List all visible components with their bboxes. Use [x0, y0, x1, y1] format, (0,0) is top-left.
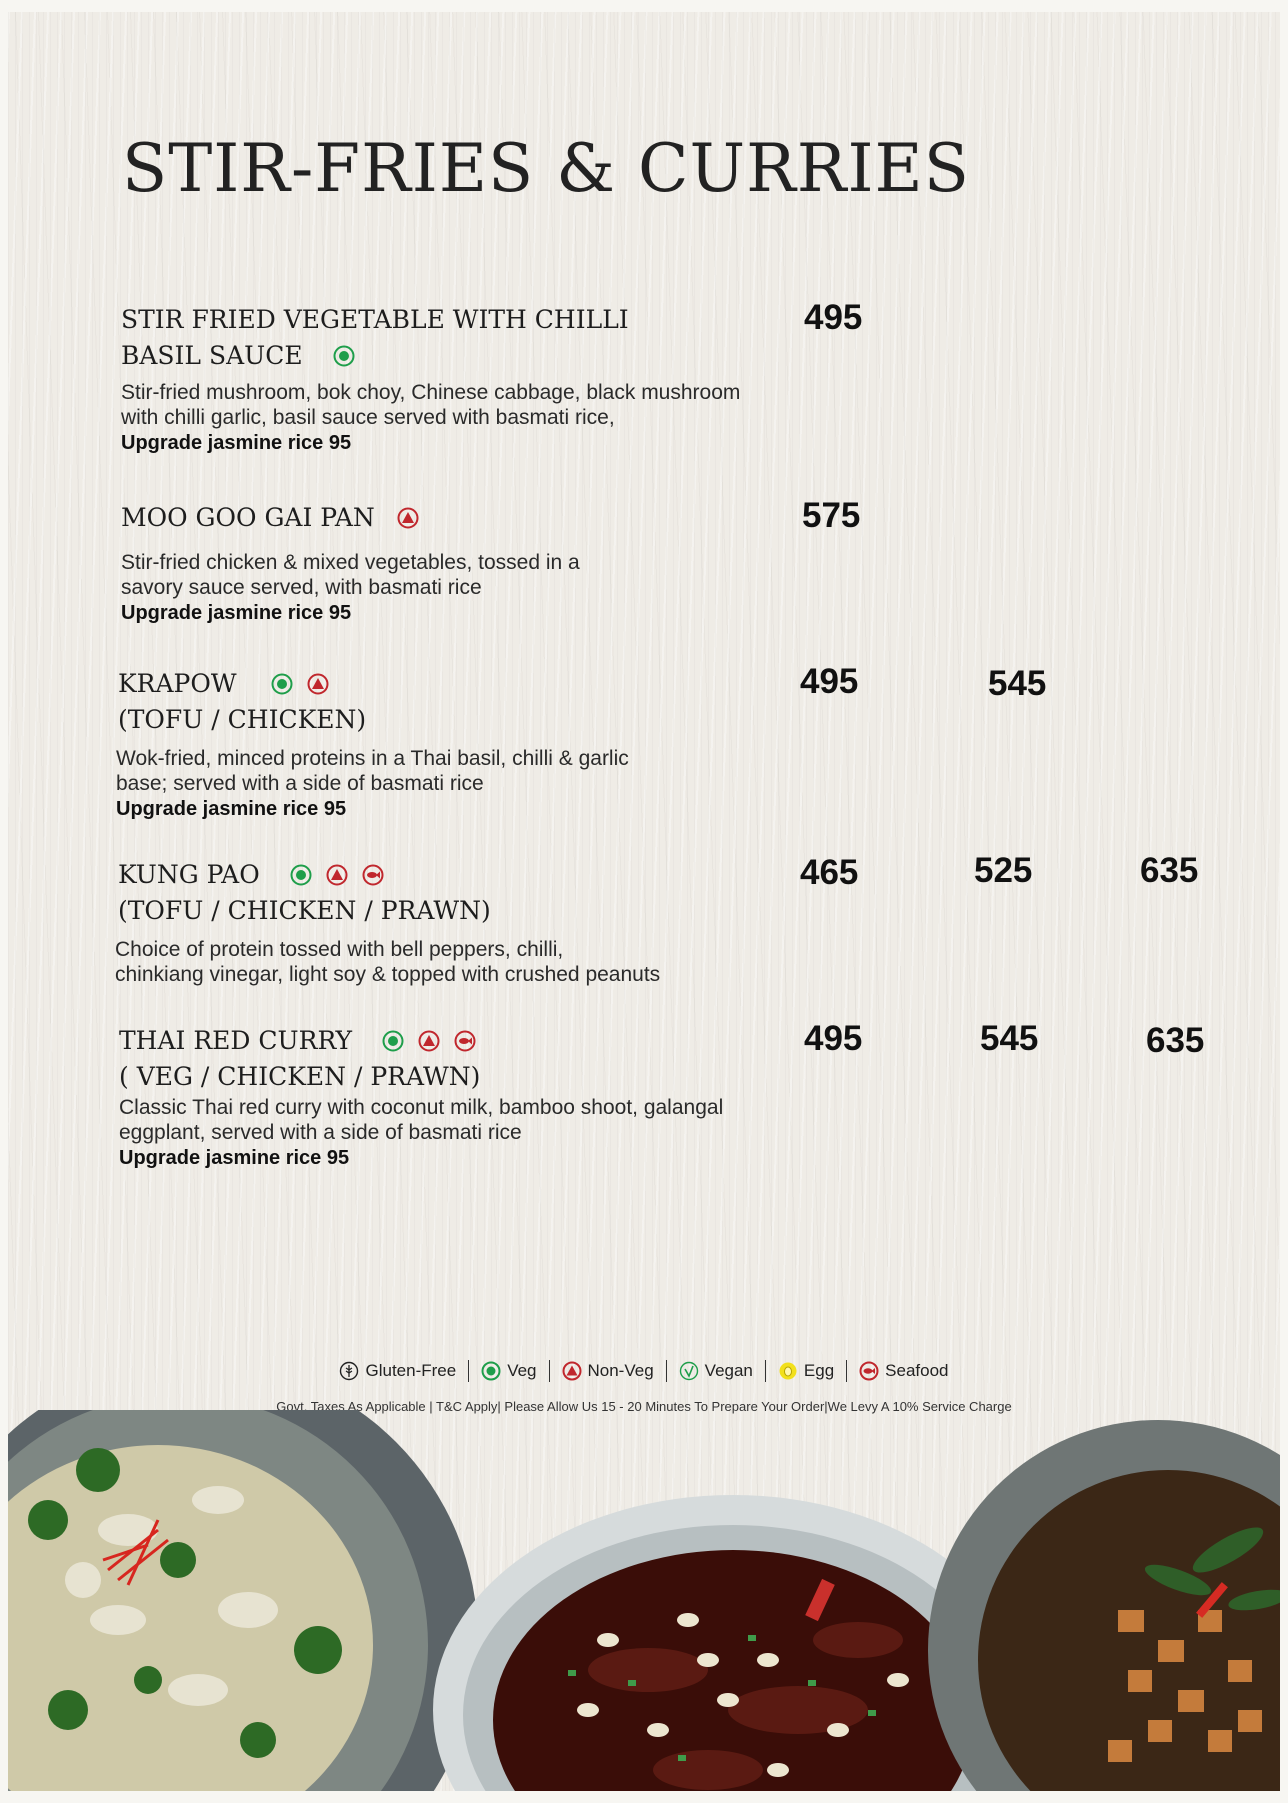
- legend-gluten-free: Gluten-Free: [339, 1361, 456, 1381]
- price: 575: [802, 496, 861, 535]
- price: 525: [974, 851, 1033, 890]
- menu-item: [8, 851, 1280, 1027]
- vegan-icon: [679, 1361, 699, 1381]
- item-name: KRAPOW (TOFU / CHICKEN): [118, 669, 367, 734]
- legend-seafood: Seafood: [859, 1361, 948, 1381]
- price: 495: [800, 662, 859, 701]
- menu-item: [8, 298, 1280, 472]
- divider: [666, 1360, 667, 1382]
- veg-icon: [333, 345, 355, 367]
- upgrade-note: Upgrade jasmine rice 95: [121, 602, 352, 624]
- divider: [765, 1360, 766, 1382]
- seafood-icon: [362, 864, 384, 886]
- dish-photo-moo-goo-gai-pan: [8, 1410, 478, 1791]
- diet-marks: [382, 1030, 476, 1052]
- non-veg-icon: [326, 864, 348, 886]
- price: 545: [980, 1019, 1039, 1058]
- item-name: THAI RED CURRY ( VEG / CHICKEN / PRAWN): [119, 1026, 481, 1091]
- diet-legend: [8, 1360, 1280, 1382]
- divider: [846, 1360, 847, 1382]
- non-veg-icon: [562, 1361, 582, 1381]
- menu-item: [8, 662, 1280, 836]
- veg-icon: [382, 1030, 404, 1052]
- divider: [468, 1360, 469, 1382]
- item-description: Stir-fried mushroom, bok choy, Chinese cabbage, black mushroom with chilli garlic, basil sauce served with basmati rice,: [121, 381, 741, 429]
- upgrade-note: Upgrade jasmine rice 95: [119, 1147, 350, 1169]
- price: 495: [804, 1019, 863, 1058]
- seafood-icon: [859, 1361, 879, 1381]
- price: 635: [1140, 851, 1199, 890]
- diet-marks: [271, 673, 329, 695]
- upgrade-note: Upgrade jasmine rice 95: [121, 432, 352, 454]
- veg-icon: [271, 673, 293, 695]
- gluten-free-icon: [339, 1361, 359, 1381]
- item-description: Choice of protein tossed with bell peppers, chilli, chinkiang vinegar, light soy & topped with crushed peanuts: [115, 938, 661, 986]
- divider: [549, 1360, 550, 1382]
- price: 495: [804, 298, 863, 337]
- legend-non-veg: Non-Veg: [562, 1361, 654, 1381]
- footnote: Govt. Taxes As Applicable | T&C Apply| Please Allow Us 15 - 20 Minutes To Prepare Your Order|We Levy A 10% Service Charge: [276, 1399, 1012, 1414]
- non-veg-icon: [418, 1030, 440, 1052]
- price: 545: [988, 664, 1047, 703]
- seafood-icon: [454, 1030, 476, 1052]
- item-description: Stir-fried chicken & mixed vegetables, tossed in a savory sauce served, with basmati rice: [121, 551, 580, 599]
- diet-marks: [290, 864, 384, 886]
- menu-item: [8, 496, 1280, 670]
- item-description: Wok-fried, minced proteins in a Thai basil, chilli & garlic base; served with a side of basmati rice: [116, 747, 629, 795]
- menu-page: [8, 12, 1280, 1791]
- dish-photo-krapow: [928, 1420, 1280, 1791]
- non-veg-icon: [397, 507, 419, 529]
- veg-icon: [481, 1361, 501, 1381]
- item-name: MOO GOO GAI PAN: [121, 500, 419, 536]
- food-photos: [8, 1410, 1280, 1791]
- menu-item: [8, 1019, 1280, 1193]
- legend-vegan: Vegan: [679, 1361, 753, 1381]
- non-veg-icon: [307, 673, 329, 695]
- legend-veg: Veg: [481, 1361, 536, 1381]
- item-description: Classic Thai red curry with coconut milk, bamboo shoot, galangal eggplant, served with a side of basmati rice: [119, 1096, 724, 1144]
- legend-egg: Egg: [778, 1361, 834, 1381]
- item-name: KUNG PAO (TOFU / CHICKEN / PRAWN): [118, 860, 491, 925]
- veg-icon: [290, 864, 312, 886]
- page-title: STIR-FRIES & CURRIES: [122, 130, 970, 207]
- item-name: STIR FRIED VEGETABLE WITH CHILLI BASIL SAUCE: [121, 305, 629, 370]
- price: 635: [1146, 1021, 1205, 1060]
- price: 465: [800, 853, 859, 892]
- egg-icon: [778, 1361, 798, 1381]
- upgrade-note: Upgrade jasmine rice 95: [116, 798, 347, 820]
